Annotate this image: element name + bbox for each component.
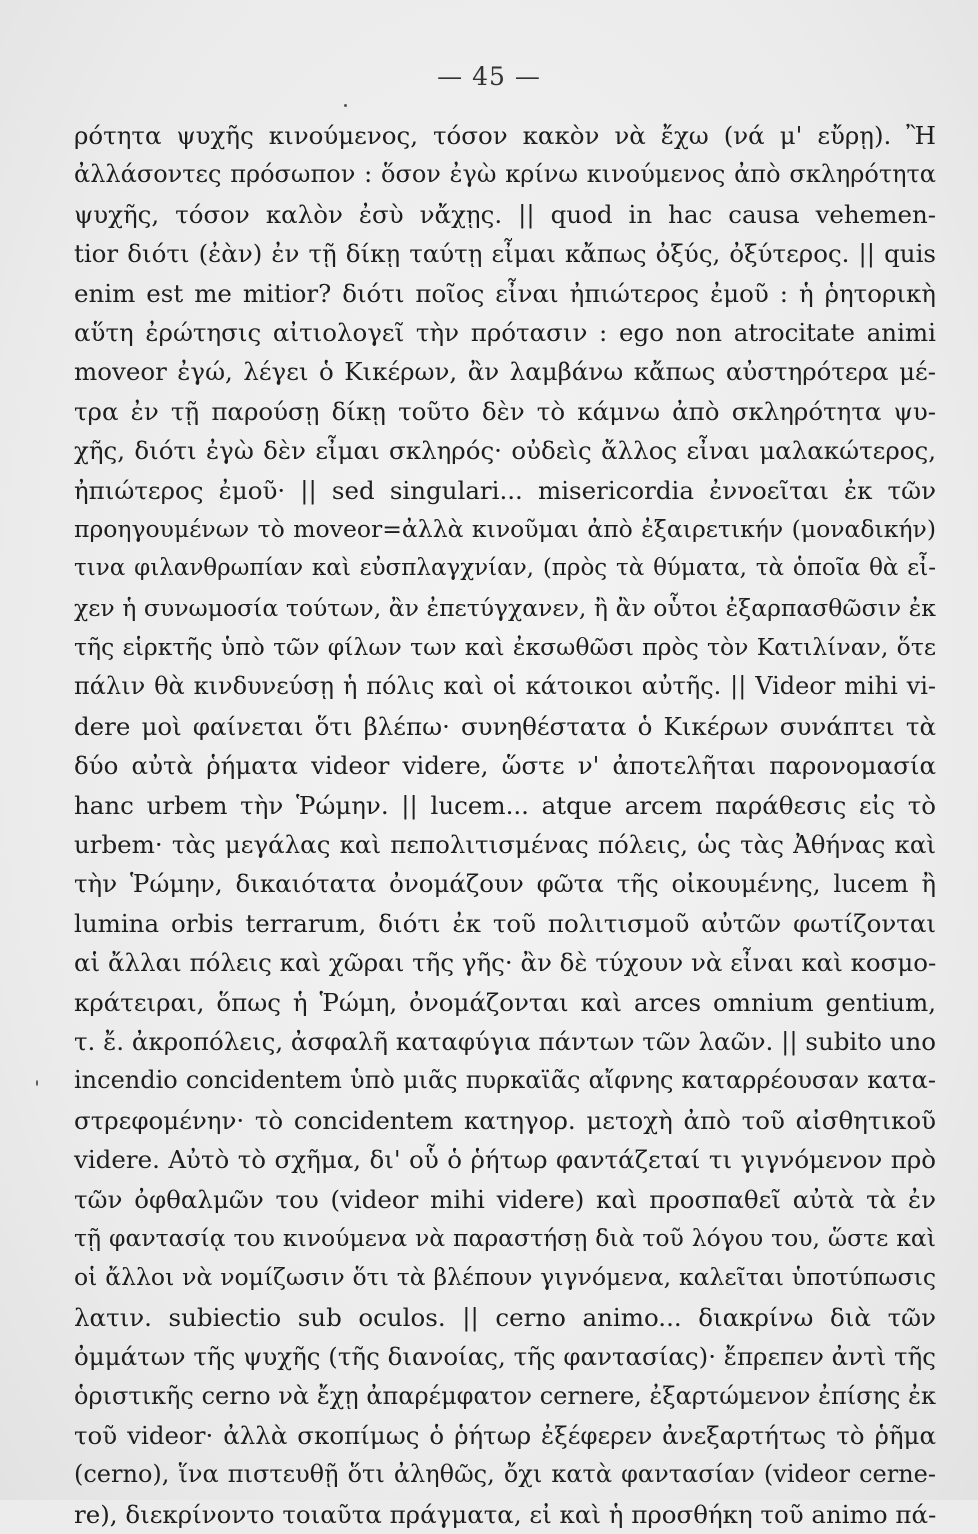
text-line: moveor ἐγώ, λέγει ὁ Κικέρων, ἂν λαμβάνω κἄπως αὐστηρότερα μέ- xyxy=(74,357,936,387)
text-line: τ. ἔ. ἀκροπόλεις, ἀσφαλῆ καταφύγια πάντων τῶν λαῶν. || subito uno xyxy=(74,1026,936,1056)
text-line: χεν ἡ συνωμοσία τούτων, ἂν ἐπετύγχανεν, ἢ ἂν οὗτοι ἐξαρπασθῶσιν ἐκ xyxy=(74,593,936,622)
text-line: αὕτη ἐρώτησις αἰτιολογεῖ τὴν πρότασιν : ego non atrocitate animi xyxy=(74,317,936,347)
text-line: λατιν. subiectio sub oculos. || cerno animo... διακρίνω διὰ τῶν xyxy=(74,1302,936,1332)
text-line: τὴν Ῥώμην, δικαιότατα ὀνομάζουν φῶτα τῆς οἰκουμένης, lucem ἢ xyxy=(74,869,936,899)
text-line: ὁριστικῆς cerno νὰ ἔχῃ ἀπαρέμφατον cernere, ἐξαρτώμενον ἐπίσης ἐκ xyxy=(74,1381,936,1410)
print-speck xyxy=(344,104,347,107)
text-line: δύο αὐτὰ ῥήματα videor videre, ὥστε ν' ἀποτελῆται παρονομασία xyxy=(74,751,936,781)
text-line: τῆς εἱρκτῆς ὑπὸ τῶν φίλων των καὶ ἐκσωθῶσι πρὸς τὸν Κατιλίναν, ὅτε xyxy=(74,633,936,662)
text-line: προηγουμένων τὸ moveor=ἀλλὰ κινοῦμαι ἀπὸ ἐξαιρετικήν (μοναδικήν) xyxy=(74,514,936,543)
text-line: ἠπιώτερος ἐμοῦ· || sed singulari... misericordia ἐννοεῖται ἐκ τῶν xyxy=(74,475,936,505)
text-line: incendio concidentem ὑπὸ μιᾶς πυρκαϊᾶς αἴφνης καταρρέουσαν κατα- xyxy=(74,1066,936,1095)
text-line: τρα ἐν τῇ παρούσῃ δίκῃ τοῦτο δὲν τὸ κάμνω ἀπὸ σκληρότητα ψυ- xyxy=(74,396,936,426)
commentary-text xyxy=(74,116,936,1534)
text-line: (cerno), ἵνα πιστευθῇ ὅτι ἀληθῶς, ὄχι κατὰ φαντασίαν (videor cerne- xyxy=(74,1460,936,1489)
text-line: στρεφομένην· τὸ concidentem κατηγορ. μετοχὴ ἀπὸ τοῦ αἰσθητικοῦ xyxy=(74,1105,936,1135)
text-line: enim est me mitior? διότι ποῖος εἶναι ἠπιώτερος ἐμοῦ : ἡ ῥητορικὴ xyxy=(74,278,936,308)
page-number: — 45 — xyxy=(437,62,541,91)
text-line: lumina orbis terrarum, διότι ἐκ τοῦ πολιτισμοῦ αὐτῶν φωτίζονται xyxy=(74,908,936,938)
text-line: τῶν ὀφθαλμῶν του (videor mihi videre) καὶ προσπαθεῖ αὐτὰ τὰ ἐν xyxy=(74,1184,936,1214)
text-line: τινα φιλανθρωπίαν καὶ εὐσπλαγχνίαν, (πρὸς τὰ θύματα, τὰ ὁποῖα θὰ εἶ- xyxy=(74,555,936,582)
text-line: hanc urbem τὴν Ῥώμην. || lucem... atque arcem παράθεσις εἰς τὸ xyxy=(74,790,936,820)
text-line: tior διότι (ἐὰν) ἐν τῇ δίκῃ ταύτῃ εἶμαι κἄπως ὀξύς, ὀξύτερος. || quis xyxy=(74,239,936,269)
text-line: dere μοὶ φαίνεται ὅτι βλέπω· συνηθέστατα ὁ Κικέρων συνάπτει τὰ xyxy=(74,711,936,741)
text-line: ἀλλάσοντες πρόσωπον : ὅσον ἐγὼ κρίνω κινούμενος ἀπὸ σκληρότητα xyxy=(74,160,936,189)
text-line: αἱ ἄλλαι πόλεις καὶ χῶραι τῆς γῆς· ἂν δὲ τύχουν νὰ εἶναι καὶ κοσμο- xyxy=(74,948,937,978)
text-line: videre. Αὐτὸ τὸ σχῆμα, δι' οὗ ὁ ῥήτωρ φαντάζεταί τι γιγνόμενον πρὸ xyxy=(74,1145,936,1175)
text-line: κράτειραι, ὅπως ἡ Ῥώμη, ὀνομάζονται καὶ arces omnium gentium, xyxy=(74,987,936,1017)
print-speck xyxy=(36,1080,38,1086)
text-line: τοῦ videor· ἀλλὰ σκοπίμως ὁ ῥήτωρ ἐξέφερεν ἀνεξαρτήτως τὸ ῥῆμα xyxy=(74,1420,936,1450)
text-line: urbem· τὰς μεγάλας καὶ πεπολιτισμένας πόλεις, ὡς τὰς Ἀθήνας καὶ xyxy=(74,830,936,860)
text-line: τῇ φαντασίᾳ του κινούμενα νὰ παραστήσῃ διὰ τοῦ λόγου του, ὥστε καὶ xyxy=(74,1223,936,1252)
text-line: ρότητα ψυχῆς κινούμενος, τόσον κακὸν νὰ ἔχω (νά μ' εὔρῃ). Ἢ xyxy=(74,121,936,150)
text-line: ὀμμάτων τῆς ψυχῆς (τῆς διανοίας, τῆς φαντασίας)· ἔπρεπεν ἀντὶ τῆς xyxy=(74,1342,936,1372)
text-line: χῆς, διότι ἐγὼ δὲν εἶμαι σκληρός· οὐδεὶς ἄλλος εἶναι μαλακώτερος, xyxy=(74,436,936,466)
text-line: οἱ ἄλλοι νὰ νομίζωσιν ὅτι τὰ βλέπουν γιγνόμενα, καλεῖται ὑποτύπωσις xyxy=(74,1263,936,1292)
text-line: πάλιν θὰ κινδυνεύσῃ ἡ πόλις καὶ οἱ κάτοικοι αὐτῆς. || Videor mihi vi- xyxy=(74,672,936,701)
text-line: re), διεκρίνοντο τοιαῦτα πράγματα, εἰ καὶ ἡ προσθήκη τοῦ animo πά- xyxy=(74,1499,937,1529)
text-line: ψυχῆς, τόσον καλὸν ἐσὺ νἄχῃς. || quod in hac causa vehemen- xyxy=(74,199,936,229)
